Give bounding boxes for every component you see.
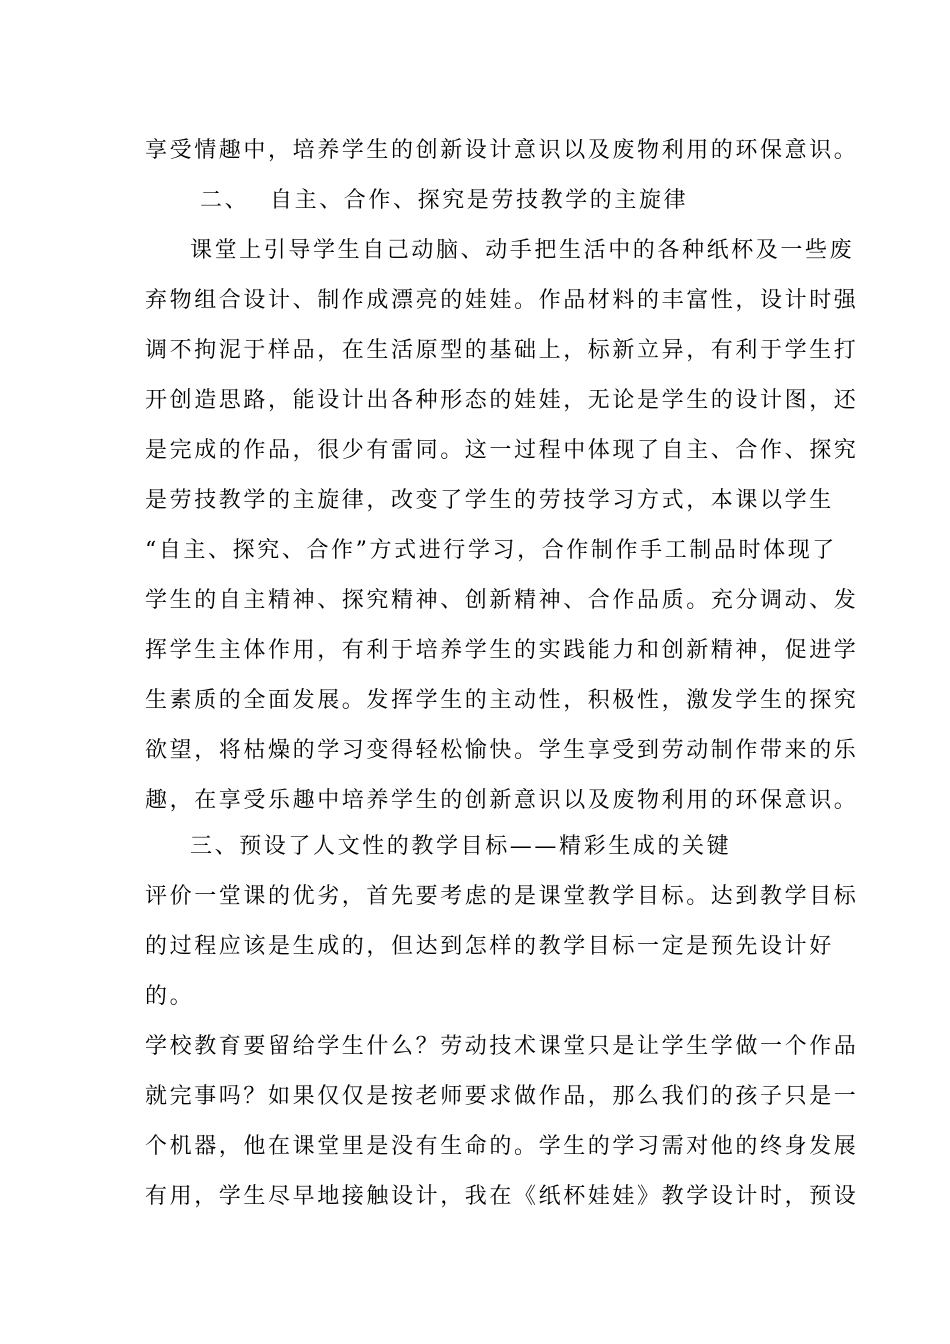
section-heading-3: 三、预设了人文性的教学目标——精彩生成的关键 [190, 834, 732, 859]
text-line-4: 调不拘泥于样品，在生活原型的基础上，标新立异，有利于学生打 [145, 338, 859, 363]
text-line-19: 个机器，他在课堂里是没有生命的。学生的学习需对他的终身发展 [145, 1134, 859, 1159]
text-line-1: 享受情趣中，培养学生的创新设计意识以及废物利用的环保意识。 [145, 138, 859, 163]
text-line-5: 开创造思路，能设计出各种形态的娃娃，无论是学生的设计图，还 [145, 388, 859, 413]
text-line-7: 是劳技教学的主旋律，改变了学生的劳技学习方式，本课以学生 [145, 488, 834, 513]
text-line-2: 课堂上引导学生自己动脑、动手把生活中的各种纸杯及一些废 [190, 238, 855, 263]
text-line-13: 趣，在享受乐趣中培养学生的创新意识以及废物利用的环保意识。 [145, 788, 859, 813]
section-heading-2 [200, 186, 760, 216]
text-line-9: 学生的自主精神、探究精神、创新精神、合作品质。充分调动、发 [145, 588, 859, 613]
section-heading-2-number: 二、 [200, 188, 250, 213]
text-line-6: 是完成的作品，很少有雷同。这一过程中体现了自主、合作、探究 [145, 438, 859, 463]
section-heading-2-text: 自主、合作、探究是劳技教学的主旋律 [270, 188, 689, 213]
text-line-10: 挥学生主体作用，有利于培养学生的实践能力和创新精神，促进学 [145, 638, 859, 663]
text-line-15: 的过程应该是生成的，但达到怎样的教学目标一定是预先设计好 [145, 934, 834, 959]
text-line-18: 就完事吗？如果仅仅是按老师要求做作品，那么我们的孩子只是一 [145, 1084, 859, 1109]
text-line-3: 弃物组合设计、制作成漂亮的娃娃。作品材料的丰富性，设计时强 [145, 288, 859, 313]
text-line-16: 的。 [145, 984, 195, 1009]
text-line-11: 生素质的全面发展。发挥学生的主动性，积极性，激发学生的探究 [145, 688, 859, 713]
text-line-17: 学校教育要留给学生什么？劳动技术课堂只是让学生学做一个作品 [145, 1034, 859, 1059]
text-line-12: 欲望，将枯燥的学习变得轻松愉快。学生享受到劳动制作带来的乐 [145, 738, 859, 763]
text-line-8: “自主、探究、合作”方式进行学习，合作制作手工制品时体现了 [145, 538, 837, 563]
text-line-14: 评价一堂课的优劣，首先要考虑的是课堂教学目标。达到教学目标 [145, 884, 859, 909]
text-line-20: 有用，学生尽早地接触设计，我在《纸杯娃娃》教学设计时，预设 [145, 1184, 859, 1209]
